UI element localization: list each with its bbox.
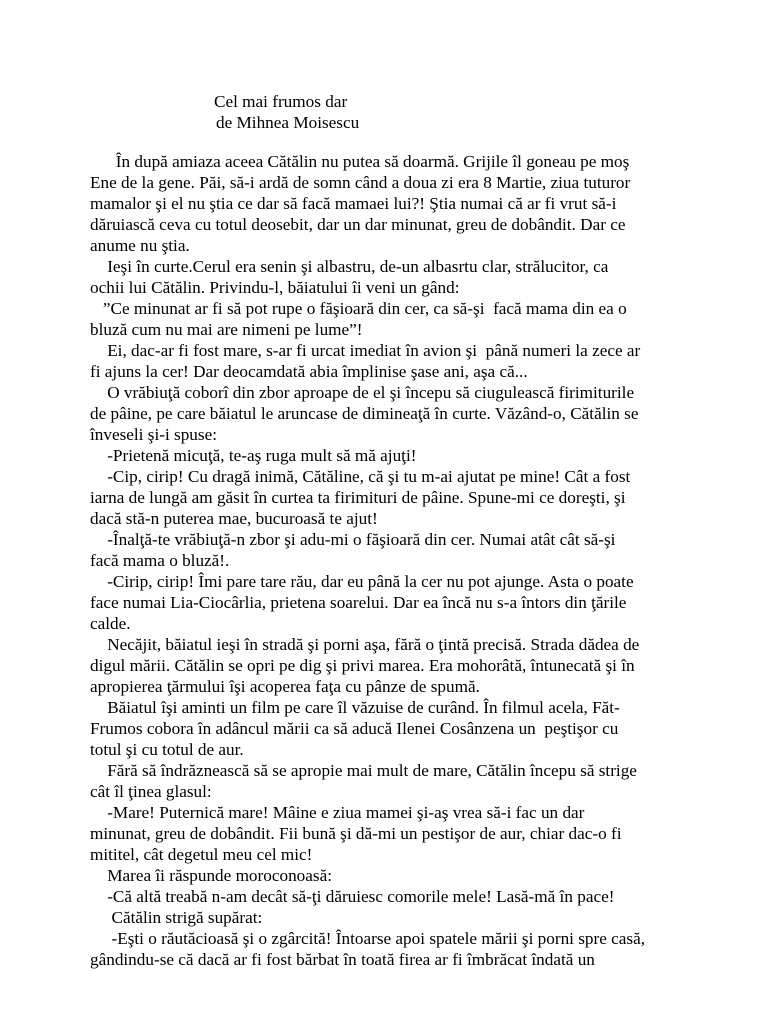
text-line: Cătălin strigă supărat: bbox=[90, 908, 263, 927]
text-line: apropierea ţărmului îşi acoperea faţa cu pânze de spumă. bbox=[90, 677, 480, 696]
text-line: bluză cum nu mai are nimeni pe lume”! bbox=[90, 320, 363, 339]
text-line: Băiatul îşi aminti un film pe care îl văzuise de curând. În filmul acela, Făt- bbox=[90, 698, 620, 717]
text-line: mititel, cât degetul meu cel mic! bbox=[90, 845, 313, 864]
text-line: face numai Lia-Ciocârlia, prietena soarelui. Dar ea încă nu s-a întors din ţările bbox=[90, 593, 627, 612]
text-line: ”Ce minunat ar fi să pot rupe o făşioară din cer, ca să-şi facă mama din ea o bbox=[90, 299, 627, 318]
text-line: dacă stă-n puterea mae, bucuroasă te ajut! bbox=[90, 509, 378, 528]
text-line: mamalor şi el nu ştia ce dar să facă mamaei lui?! Ştia numai că ar fi vrut să-i bbox=[90, 194, 617, 213]
text-line: calde. bbox=[90, 614, 131, 633]
text-line: -Cirip, cirip! Îmi pare tare rău, dar eu până la cer nu pot ajunge. Asta o poate bbox=[90, 572, 634, 591]
text-line: gândindu-se că dacă ar fi fost bărbat în toată firea ar fi îmbrăcat îndată un bbox=[90, 950, 595, 969]
text-line: anume nu ştia. bbox=[90, 236, 190, 255]
text-line: cât îl ţinea glasul: bbox=[90, 782, 212, 801]
document-author: de Mihnea Moisescu bbox=[216, 113, 360, 132]
text-line: Ene de la gene. Păi, să-i ardă de somn când a doua zi era 8 Martie, ziua tuturor bbox=[90, 173, 631, 192]
text-line: de pâine, pe care băiatul le aruncase de dimineaţă în curte. Văzând-o, Cătălin se bbox=[90, 404, 639, 423]
text-line: ochii lui Cătălin. Privindu-l, băiatului îi veni un gând: bbox=[90, 278, 460, 297]
text-line: totul şi cu totul de aur. bbox=[90, 740, 244, 759]
text-line: minunat, greu de dobândit. Fii bună şi dă-mi un pestişor de aur, chiar dac-o fi bbox=[90, 824, 622, 843]
text-line: digul mării. Cătălin se opri pe dig şi privi marea. Era mohorâtă, întunecată şi în bbox=[90, 656, 635, 675]
text-line: -Prietenă micuţă, te-aş ruga mult să mă ajuţi! bbox=[90, 446, 417, 465]
text-line: O vrăbiuţă coborî din zbor aproape de el şi începu să ciugulească firimiturile bbox=[90, 383, 635, 402]
text-line: -Eşti o răutăcioasă şi o zgârcită! Întoarse apoi spatele mării şi porni spre casă, bbox=[90, 929, 646, 948]
text-line: iarna de lungă am găsit în curtea ta firimituri de pâine. Spune-mi ce doreşti, şi bbox=[90, 488, 626, 507]
title-block bbox=[214, 91, 359, 133]
text-line: Frumos cobora în adâncul mării ca să aducă Ilenei Cosânzena un peştişor cu bbox=[90, 719, 619, 738]
document-body bbox=[90, 151, 690, 970]
text-line: facă mama o bluză!. bbox=[90, 551, 230, 570]
text-line: În după amiaza aceea Cătălin nu putea să doarmă. Grijile îl goneau pe moş bbox=[90, 152, 630, 171]
document-title: Cel mai frumos dar bbox=[214, 92, 348, 111]
text-line: -Înalţă-te vrăbiuţă-n zbor şi adu-mi o făşioară din cer. Numai atât cât să-şi bbox=[90, 530, 616, 549]
text-line: -Cip, cirip! Cu dragă inimă, Cătăline, că şi tu m-ai ajutat pe mine! Cât a fost bbox=[90, 467, 631, 486]
text-line: Ieşi în curte.Cerul era senin şi albastru, de-un albasrtu clar, strălucitor, ca bbox=[90, 257, 609, 276]
text-line: -Mare! Puternică mare! Mâine e ziua mamei şi-aş vrea să-i fac un dar bbox=[90, 803, 585, 822]
text-line: Fără să îndrăznească să se apropie mai mult de mare, Cătălin începu să strige bbox=[90, 761, 637, 780]
text-line: dăruiască ceva cu totul deosebit, dar un dar minunat, greu de dobândit. Dar ce bbox=[90, 215, 626, 234]
text-line: Marea îi răspunde moroconoasă: bbox=[90, 866, 332, 885]
text-line: Ei, dac-ar fi fost mare, s-ar fi urcat imediat în avion şi până numeri la zece ar bbox=[90, 341, 641, 360]
text-line: înveseli şi-i spuse: bbox=[90, 425, 217, 444]
text-line: Necăjit, băiatul ieşi în stradă şi porni aşa, fără o ţintă precisă. Strada dădea de bbox=[90, 635, 640, 654]
text-line: fi ajuns la cer! Dar deocamdată abia împlinise şase ani, aşa că... bbox=[90, 362, 528, 381]
text-line: -Că altă treabă n-am decât să-ţi dăruiesc comorile mele! Lasă-mă în pace! bbox=[90, 887, 615, 906]
